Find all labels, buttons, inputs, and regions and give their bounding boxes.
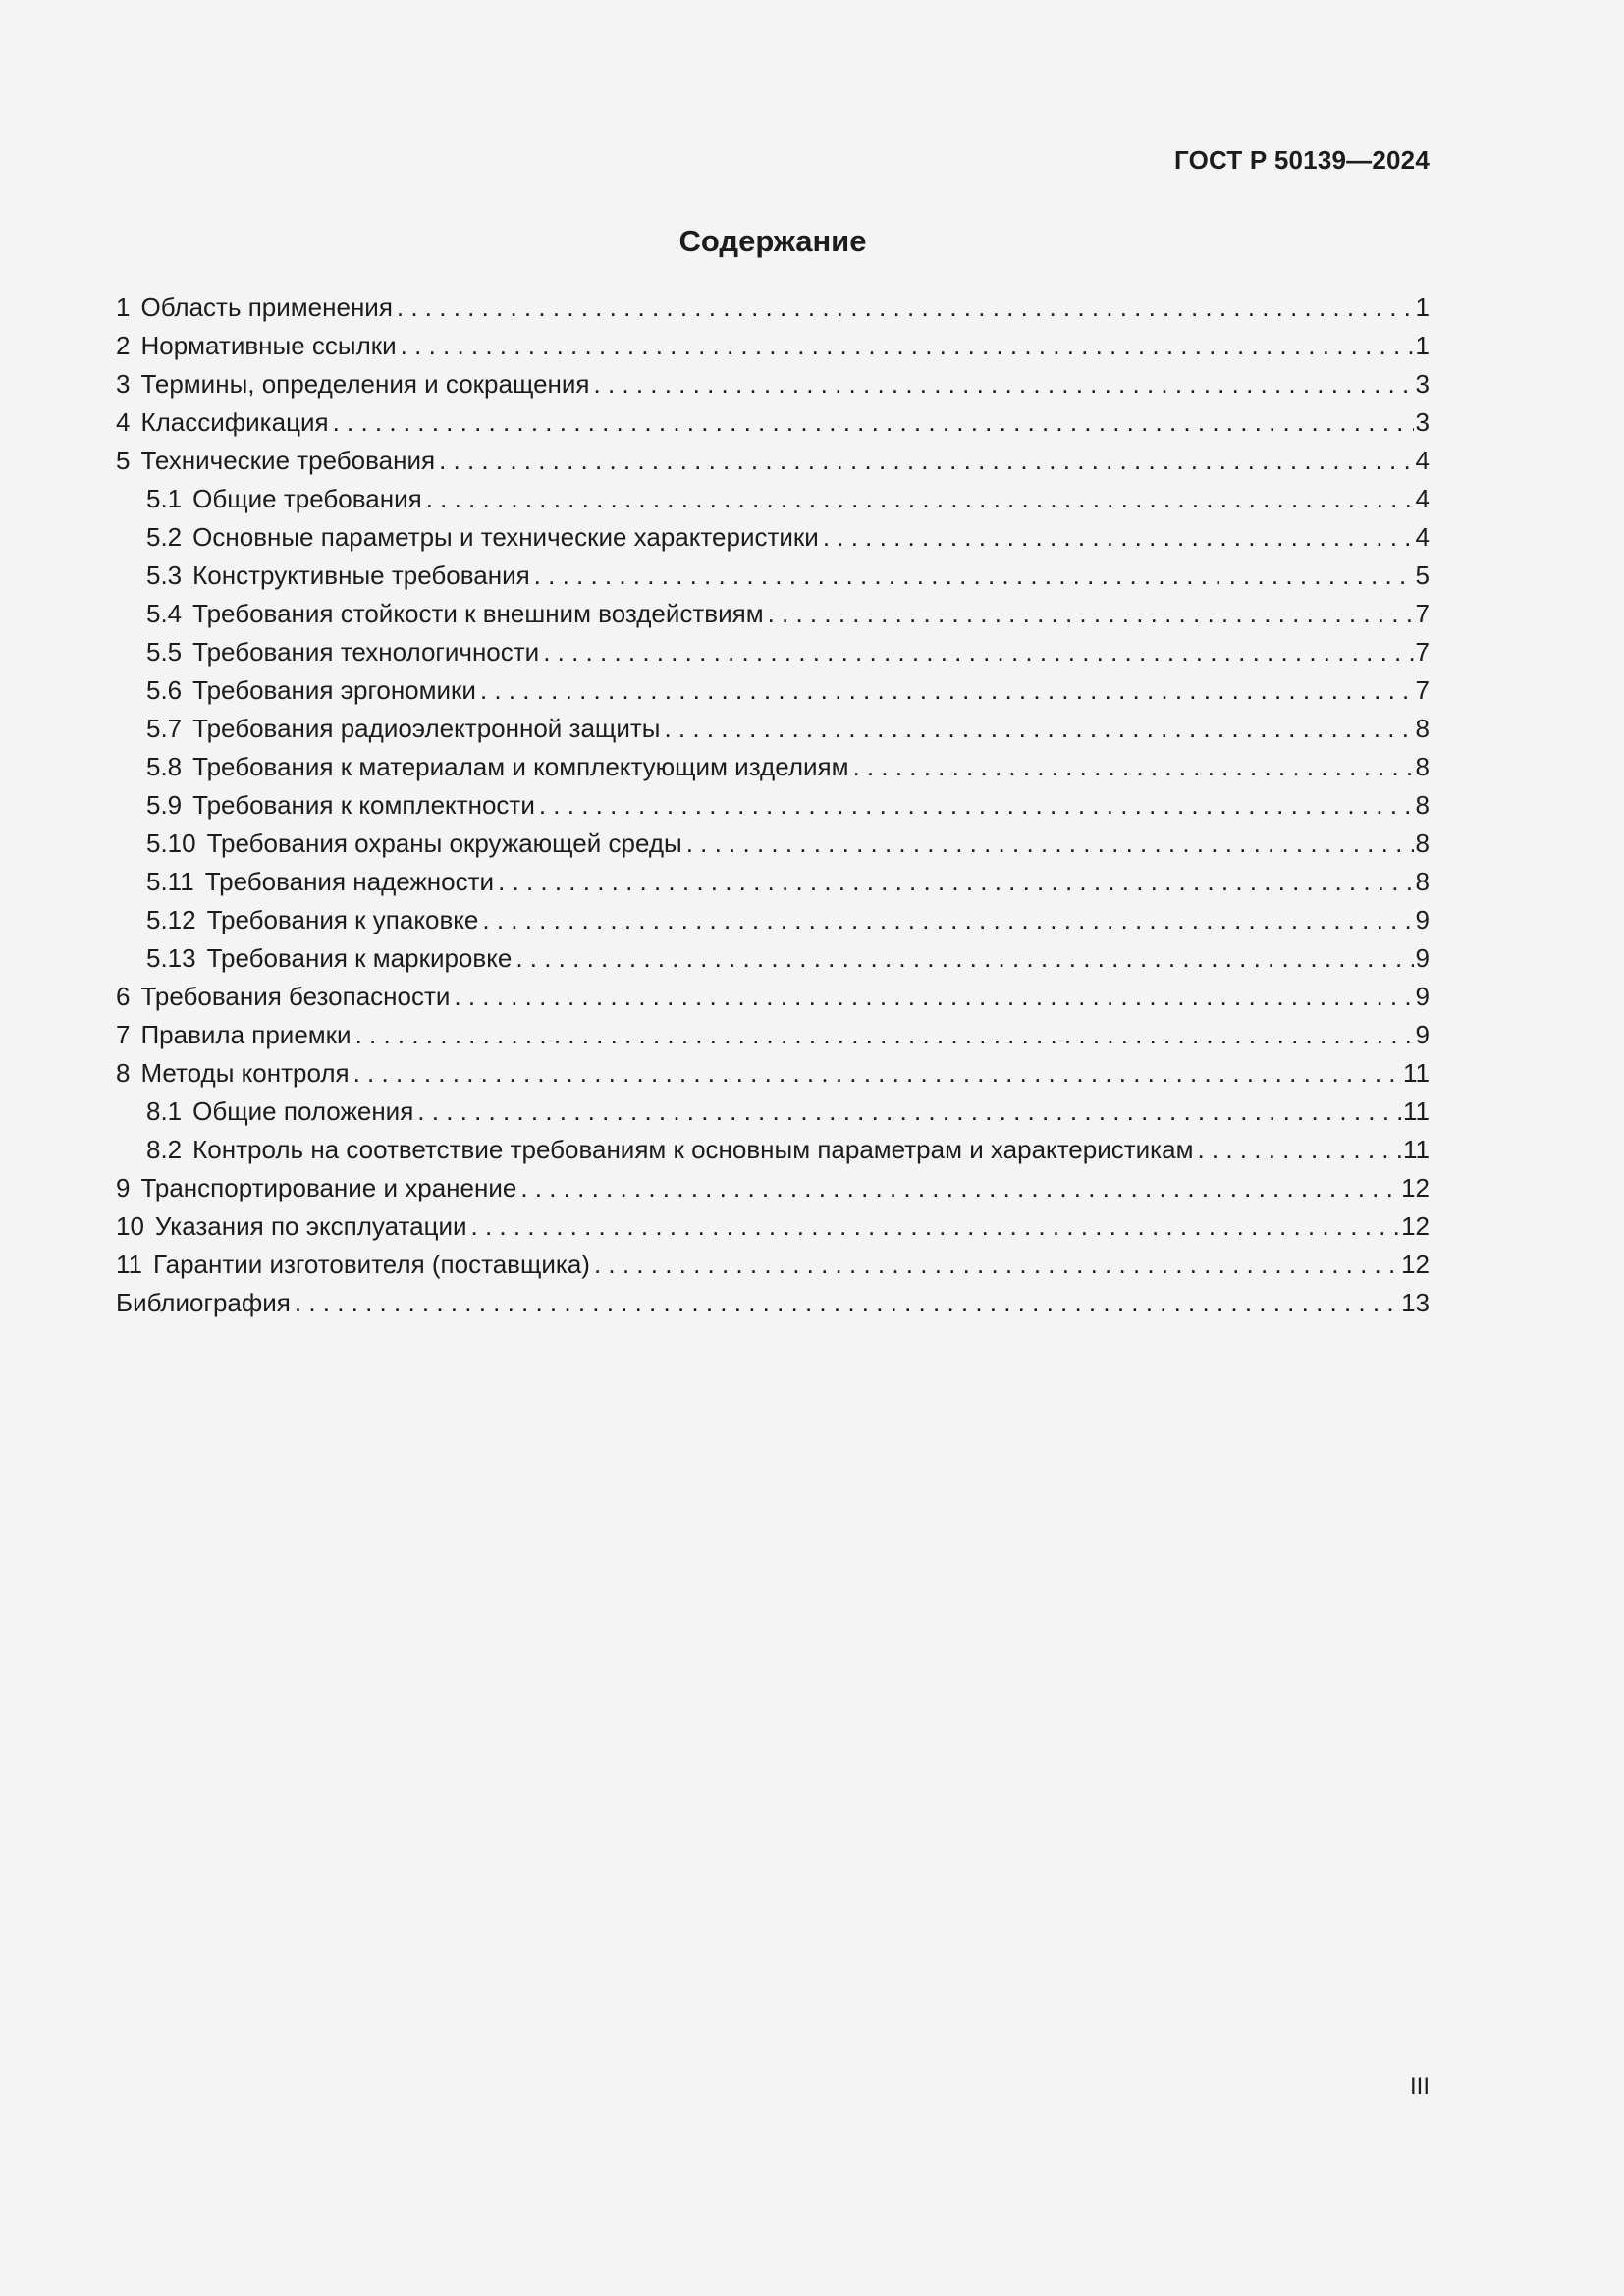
- page-number: III: [1409, 2073, 1430, 2100]
- toc-entry-page: 7: [1415, 675, 1430, 705]
- toc-leader-dots: [852, 748, 1413, 786]
- toc-leader-dots: [823, 518, 1414, 557]
- toc-entry-page: 12: [1401, 1250, 1430, 1279]
- toc-entry-label: Основные параметры и технические характеристики: [192, 522, 819, 552]
- toc-leader-dots: [471, 1207, 1400, 1246]
- toc-leader-dots: [397, 289, 1414, 327]
- toc-entry-page: 8: [1415, 714, 1430, 743]
- toc-entry[interactable]: [116, 633, 1430, 671]
- toc-entry[interactable]: [116, 403, 1430, 442]
- toc-entry-label: Требования технологичности: [192, 637, 540, 667]
- toc-entry[interactable]: [116, 978, 1430, 1016]
- toc-entry-number: 7: [116, 1020, 131, 1049]
- toc-entry-number: 1: [116, 293, 131, 322]
- toc-entry-number: 5.8: [146, 752, 183, 781]
- toc-entry-page: 7: [1415, 637, 1430, 667]
- toc-entry-label: Требования безопасности: [140, 982, 451, 1011]
- toc-leader-dots: [594, 365, 1414, 403]
- toc-entry-page: 8: [1415, 828, 1430, 858]
- toc-entry-number: 8: [116, 1058, 131, 1088]
- toc-entry-number: 11: [116, 1250, 142, 1279]
- toc-entry-page: 8: [1415, 752, 1430, 781]
- toc-entry-label: Библиография: [116, 1288, 291, 1317]
- toc-entry-page: 1: [1415, 293, 1430, 322]
- toc-leader-dots: [426, 480, 1414, 518]
- toc-leader-dots: [515, 939, 1413, 978]
- toc-entry-number: 5: [116, 446, 131, 475]
- toc-entry[interactable]: [116, 327, 1430, 365]
- toc-leader-dots: [439, 442, 1413, 480]
- toc-entry[interactable]: [116, 1016, 1430, 1054]
- toc-entry-page: 8: [1415, 867, 1430, 896]
- toc-entry-number: 8.1: [146, 1096, 183, 1126]
- toc-entry-page: 9: [1415, 982, 1430, 1011]
- toc-leader-dots: [664, 710, 1413, 748]
- toc-entry-label: Транспортирование и хранение: [140, 1173, 517, 1202]
- toc-entry-number: 6: [116, 982, 131, 1011]
- toc-entry-label: Конструктивные требования: [192, 561, 530, 590]
- toc-entry-label: Указания по эксплуатации: [154, 1211, 467, 1241]
- toc-leader-dots: [686, 825, 1414, 863]
- toc-leader-dots: [482, 901, 1413, 939]
- toc-entry-number: 5.3: [146, 561, 183, 590]
- toc-entry-number: 8.2: [146, 1135, 183, 1164]
- toc-entry-page: 12: [1401, 1211, 1430, 1241]
- toc-leader-dots: [295, 1284, 1399, 1322]
- table-of-contents: [116, 289, 1430, 1322]
- toc-entry[interactable]: [116, 1054, 1430, 1093]
- toc-entry[interactable]: [116, 1131, 1430, 1169]
- toc-entry[interactable]: [116, 1169, 1430, 1207]
- toc-entry[interactable]: [116, 1093, 1430, 1131]
- toc-entry-page: 9: [1415, 1020, 1430, 1049]
- toc-entry-page: 4: [1415, 446, 1430, 475]
- toc-leader-dots: [355, 1016, 1414, 1054]
- toc-entry-page: 4: [1415, 484, 1430, 513]
- toc-entry[interactable]: [116, 557, 1430, 595]
- toc-entry-label: Требования надежности: [204, 867, 495, 896]
- toc-leader-dots: [594, 1246, 1399, 1284]
- toc-entry-label: Термины, определения и сокращения: [140, 369, 590, 399]
- toc-leader-dots: [543, 633, 1413, 671]
- toc-title: Содержание: [678, 224, 867, 258]
- toc-entry[interactable]: [116, 365, 1430, 403]
- document-code: ГОСТ Р 50139—2024: [1174, 145, 1430, 175]
- toc-entry-number: 10: [116, 1211, 144, 1241]
- toc-leader-dots: [498, 863, 1413, 901]
- toc-entry[interactable]: [116, 442, 1430, 480]
- toc-entry-number: 9: [116, 1173, 131, 1202]
- toc-entry-page: 4: [1415, 522, 1430, 552]
- toc-entry[interactable]: [116, 595, 1430, 633]
- toc-entry[interactable]: [116, 289, 1430, 327]
- toc-entry-number: 5.7: [146, 714, 183, 743]
- toc-entry[interactable]: [116, 901, 1430, 939]
- toc-entry-label: Контроль на соответствие требованиям к основным параметрам и характеристикам: [192, 1135, 1194, 1164]
- toc-entry-label: Требования к комплектности: [192, 790, 535, 820]
- toc-entry-label: Требования стойкости к внешним воздействиям: [192, 599, 764, 628]
- toc-entry-label: Область применения: [140, 293, 393, 322]
- toc-entry-page: 9: [1415, 943, 1430, 973]
- toc-entry[interactable]: [116, 1246, 1430, 1284]
- toc-entry-label: Требования к маркировке: [206, 943, 513, 973]
- toc-leader-dots: [1197, 1131, 1401, 1169]
- toc-entry-page: 3: [1415, 369, 1430, 399]
- toc-entry-number: 5.11: [146, 867, 194, 896]
- toc-entry-label: Общие положения: [192, 1096, 414, 1126]
- toc-entry-label: Технические требования: [140, 446, 436, 475]
- toc-entry-label: Требования к материалам и комплектующим изделиям: [192, 752, 849, 781]
- toc-entry-label: Общие требования: [192, 484, 422, 513]
- toc-entry-page: 11: [1403, 1135, 1430, 1164]
- toc-entry[interactable]: [116, 825, 1430, 863]
- toc-entry-label: Методы контроля: [140, 1058, 350, 1088]
- toc-entry-page: 9: [1415, 905, 1430, 934]
- toc-entry[interactable]: [116, 786, 1430, 825]
- toc-entry-number: 5.5: [146, 637, 183, 667]
- toc-leader-dots: [768, 595, 1414, 633]
- toc-entry[interactable]: [116, 748, 1430, 786]
- toc-entry-page: 11: [1403, 1096, 1430, 1126]
- toc-leader-dots: [520, 1169, 1399, 1207]
- toc-entry-label: Правила приемки: [140, 1020, 352, 1049]
- toc-entry-number: 4: [116, 407, 131, 437]
- toc-leader-dots: [480, 671, 1414, 710]
- toc-entry-number: 5.1: [146, 484, 183, 513]
- toc-entry-page: 8: [1415, 790, 1430, 820]
- toc-leader-dots: [454, 978, 1413, 1016]
- toc-entry-number: 5.2: [146, 522, 183, 552]
- toc-entry[interactable]: [116, 480, 1430, 518]
- toc-leader-dots: [333, 403, 1414, 442]
- toc-entry-page: 13: [1401, 1288, 1430, 1317]
- toc-entry-number: 5.4: [146, 599, 183, 628]
- toc-entry-label: Требования охраны окружающей среды: [206, 828, 682, 858]
- toc-entry-number: 5.10: [146, 828, 196, 858]
- toc-leader-dots: [417, 1093, 1401, 1131]
- toc-entry-label: Требования эргономики: [192, 675, 476, 705]
- toc-entry[interactable]: [116, 939, 1430, 978]
- toc-entry-page: 12: [1401, 1173, 1430, 1202]
- toc-entry-page: 11: [1403, 1058, 1430, 1088]
- toc-entry[interactable]: [116, 710, 1430, 748]
- toc-entry-number: 5.6: [146, 675, 183, 705]
- toc-entry[interactable]: [116, 1207, 1430, 1246]
- toc-leader-dots: [539, 786, 1414, 825]
- toc-entry[interactable]: [116, 671, 1430, 710]
- toc-entry[interactable]: [116, 518, 1430, 557]
- toc-entry-label: Нормативные ссылки: [140, 331, 397, 360]
- toc-entry-page: 5: [1415, 561, 1430, 590]
- toc-entry-label: Гарантии изготовителя (поставщика): [153, 1250, 590, 1279]
- toc-entry-number: 2: [116, 331, 131, 360]
- toc-leader-dots: [353, 1054, 1401, 1093]
- toc-entry-page: 7: [1415, 599, 1430, 628]
- toc-entry-page: 3: [1415, 407, 1430, 437]
- toc-entry-label: Требования радиоэлектронной защиты: [192, 714, 661, 743]
- toc-entry-label: Классификация: [140, 407, 329, 437]
- toc-entry-number: 5.9: [146, 790, 183, 820]
- toc-entry-label: Требования к упаковке: [206, 905, 479, 934]
- toc-entry-page: 1: [1415, 331, 1430, 360]
- toc-entry-number: 5.13: [146, 943, 196, 973]
- toc-entry-number: 5.12: [146, 905, 196, 934]
- toc-leader-dots: [401, 327, 1414, 365]
- toc-entry-number: 3: [116, 369, 131, 399]
- toc-leader-dots: [534, 557, 1414, 595]
- toc-entry[interactable]: [116, 1284, 1430, 1322]
- toc-entry[interactable]: [116, 863, 1430, 901]
